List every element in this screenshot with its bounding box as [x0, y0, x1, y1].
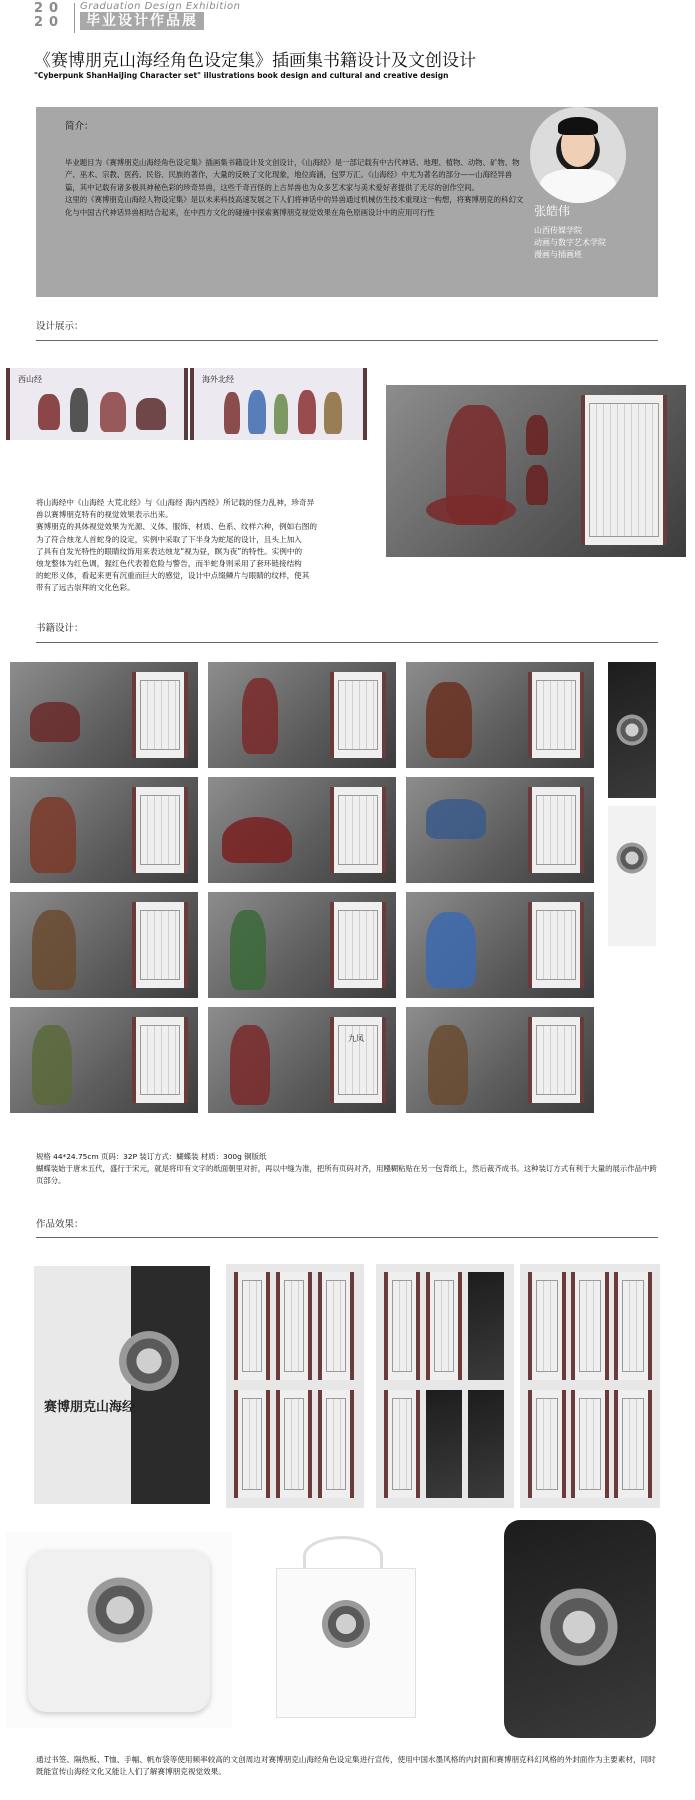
design-text-line-5: 了具有自发光特性的眼睛纹饰用来表达烛龙“视为昼，瞑为夜”的特性。实例中的 — [36, 546, 303, 556]
bookmark-light — [608, 806, 656, 946]
zhulong-design-image — [386, 385, 686, 557]
author-avatar — [530, 107, 626, 203]
product-bookmarks-1 — [226, 1264, 364, 1508]
exhibition-title-en: Graduation Design Exhibition — [80, 1, 241, 12]
section-rule — [36, 340, 658, 341]
spec-line-1: 规格 44*24.75cm 页码：32P 装订方式：蝴蝶装 材质：300g 铜版纸 — [36, 1152, 267, 1161]
book-spread — [10, 777, 198, 883]
book-spread-jiufeng — [208, 1007, 396, 1113]
intro-paragraph-1: 毕业题目为《赛博朋克山海经角色设定集》插画集书籍设计及文创设计，《山海经》是一部记载有中古代神话、地理、植物、动物、矿物、物产、巫术、宗教、医药、民俗、民族的著作，大量的反映了文化现象，地位海涵，包罗万汇。《山海经》中尤为著名的部分——山海经异兽篇，其中记载有诸多极具神秘色彩的珍奇异兽，这些千奇百怪的上古异兽也为众多艺术家与美术爱好者提供了无尽的创作空间。 — [65, 158, 520, 192]
brand-text: 赛博朋克山海经 — [44, 1400, 136, 1415]
page-title: 《赛博朋克山海经角色设定集》插画集书籍设计及文创设计 — [34, 51, 476, 71]
design-text-line-1: 将山海经中《山海经 大荒北经》与《山海经 海内西经》所记载的怪力乱神，珍奇异 — [36, 498, 315, 507]
banner-image-1 — [6, 368, 188, 440]
bookmark-dark — [608, 662, 656, 798]
spec-line-2: 蝴蝶装始于唐末五代，盛行于宋元，就是将印有文字的纸面朝里对折，再以中缝为准，把所有页码对齐，用糨糊粘贴在另一包背纸上，然后裁齐成书。这种装订方式有利于大量的展示作品中跨页部分。 — [36, 1164, 657, 1185]
design-text-line-7: 的蛇形义体，看起来更有沉重而巨大的感觉，设计中点缀鳞片与眼睛的纹样，使其 — [36, 571, 310, 581]
book-spec — [36, 1151, 661, 1187]
book-spread — [208, 777, 396, 883]
author-major: 漫画与插画班 — [534, 250, 582, 259]
book-spread — [10, 662, 198, 768]
banner-title-1: 西山经 — [18, 375, 42, 384]
design-description — [36, 497, 317, 595]
zhulong-text-scroll — [581, 395, 667, 545]
design-text-line-6: 烛龙整体为红色调，猩红色代表着危险与警告，而半蛇身则采用了套环链接结构 — [36, 559, 302, 569]
header-divider — [74, 3, 75, 33]
book-spread — [208, 662, 396, 768]
author-college: 动画与数字艺术学院 — [534, 238, 606, 247]
section-design-show: 设计展示： — [36, 321, 84, 332]
design-text-line-4: 为了符合烛龙人首蛇身的设定，实例中采取了下半身为蛇尾的设计，且头上加入 — [36, 534, 302, 544]
book-spread — [208, 892, 396, 998]
author-name: 张皓伟 — [534, 204, 571, 218]
exhibition-title-cn: 毕业设计作品展 — [80, 12, 204, 30]
banner-image-2 — [190, 368, 367, 440]
page-subtitle-en: "Cyberpunk ShanHaiJing Character set" illustrations book design and cultural and creative design — [34, 71, 449, 80]
section-rule — [36, 1237, 658, 1238]
design-text-line-2: 兽以赛博朋克特有的视觉效果表示出来。 — [36, 510, 173, 520]
banner-title-2: 海外北经 — [202, 375, 234, 384]
book-spread — [406, 662, 594, 768]
work-effect-description: 通过书签、隔热板、T恤、手幅、帆布袋等使用频率较高的文创周边对赛博朋克山海经角色设定集进行宣传，使用中国水墨风格的内封面和赛博朋克科幻风格的外封面作为主要素材，同时既能宣传山海经文化又能让人们了解赛博朋克视觉效果。 — [36, 1755, 656, 1776]
section-work-effect: 作品效果： — [36, 1219, 84, 1230]
book-spread — [10, 892, 198, 998]
intro-label: 简介： — [65, 121, 94, 132]
author-school: 山西传媒学院 — [534, 226, 582, 235]
design-text-line-8: 带有了远古崇拜的文化色彩。 — [36, 583, 135, 593]
section-book-design: 书籍设计： — [36, 623, 84, 634]
section-rule — [36, 642, 658, 643]
author-info — [534, 225, 606, 261]
product-bookmarks-3 — [520, 1264, 660, 1508]
intro-panel — [36, 107, 658, 297]
product-book-cover — [34, 1266, 210, 1504]
intro-text — [65, 157, 525, 219]
product-coaster — [6, 1532, 232, 1728]
book-spread — [10, 1007, 198, 1113]
product-phone-case — [500, 1516, 660, 1742]
page-label-jiufeng: 九凤 — [348, 1034, 364, 1043]
product-bookmarks-2 — [376, 1264, 514, 1508]
year-bottom: 20 — [34, 15, 65, 30]
year-top: 20 — [34, 1, 65, 16]
book-spread — [406, 777, 594, 883]
book-spread — [406, 1007, 594, 1113]
intro-paragraph-2: 这里的《赛博朋克山海经人物设定集》是以未来科技高速发展之下人们将神话中的异兽通过机械仿生技术重现这一构想，将赛博朋克的科幻文化与中国古代神话异兽相结合起来，在中西方文化的碰撞中探索赛博朋克视觉效果在角色原画设计中的应用可行性 — [65, 195, 524, 217]
design-text-line-3: 赛博朋克的具体视觉效果为光源、义体、服饰、材质、色系、纹样六种，例如右图的 — [36, 522, 317, 532]
year-mark — [34, 2, 70, 30]
book-spread — [406, 892, 594, 998]
product-tote-bag — [248, 1532, 448, 1728]
